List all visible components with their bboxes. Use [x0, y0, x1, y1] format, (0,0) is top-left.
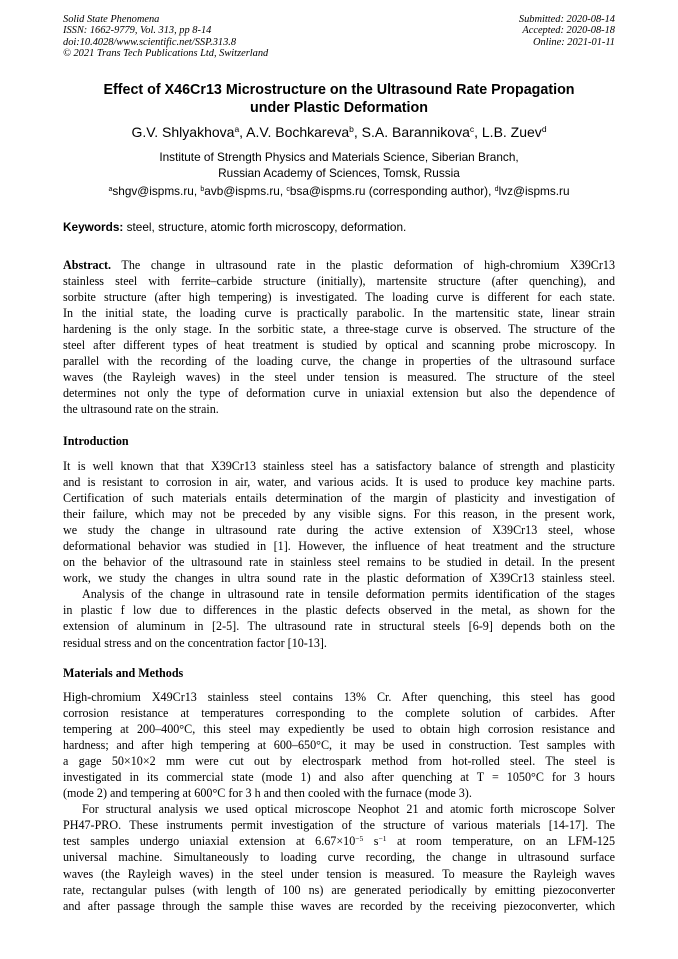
materials-body — [63, 689, 615, 914]
abstract-line: hardening is the only stage. In the sorbitic state, a three-stage curve is observed. The structure of the — [63, 322, 615, 337]
exponent: −5 — [355, 834, 364, 844]
date-submitted: Submitted: 2020-08-14 — [518, 14, 615, 25]
methods-line: tempering at 200–400°C, this steel may expediently be used to obtain high corrosion resistance and — [63, 722, 615, 737]
email-mark: c — [286, 186, 290, 193]
intro-line: their failure, which may not be preceded by any visible signs. For this reason, in the present work, — [63, 507, 615, 522]
methods-line: rate, rectangular pulses (with length of 100 ns) are generated periodically by emitting piezoconverter — [63, 882, 615, 897]
abstract-line: In the initial state, the loading curve is practically parabolic. In the martensitic state, linear strain — [63, 306, 615, 321]
intro-line: residual stress and on the concentration factor [10-13]. — [63, 635, 327, 650]
intro-line: deformational behavior was studied in [1]. However, the influence of heat treatment and the structure — [63, 539, 615, 554]
author-emails — [40, 183, 638, 199]
email: bsa@ispms.ru (corresponding author), — [289, 184, 495, 198]
affiliation — [40, 149, 638, 181]
methods-line: investigated in its commercial state (mode 1) and also after quenching at T = 1050°C for 3 hours — [63, 770, 615, 785]
email: shgv@ispms.ru, — [112, 184, 201, 198]
email-mark: d — [494, 186, 499, 193]
abstract-line: waves (the Rayleigh waves) in the steel under tension is measured. The structure of the steel — [63, 370, 615, 385]
section-heading-materials: Materials and Methods — [63, 666, 184, 680]
abstract-label: Abstract. — [63, 258, 112, 272]
author-name: , A.V. Bochkareva — [239, 124, 350, 140]
methods-line: High-chromium X49Cr13 stainless steel contains 13% Cr. After quenching, this steel has good — [63, 690, 615, 704]
journal-issn: ISSN: 1662-9779, Vol. 313, pp 8-14 — [63, 25, 212, 37]
intro-line: we study the change in ultrasound rate during the active extension of X39Cr13 steel, whose — [63, 523, 615, 538]
intro-line: and is resistant to corrosion in air, water, and various acids. It is used to produce key machine parts. — [63, 475, 615, 490]
methods-line: PH47-PRO. These instruments permit investigation of the structure of various materials [14-17]. The — [63, 818, 615, 833]
email-mark: a — [108, 186, 113, 193]
submission-dates — [519, 14, 615, 48]
intro-line: in plastic f low due to differences in the plastic defects observed in the metal, as shown for the — [63, 603, 615, 618]
keywords-text: steel, structure, atomic forth microscopy, deformation. — [123, 220, 407, 234]
date-online: Online: 2021-01-11 — [532, 36, 615, 48]
exponent: −1 — [378, 834, 387, 844]
keywords-label: Keywords: — [63, 220, 124, 234]
paper-title-line: Effect of X46Cr13 Microstructure on the Ultrasound Rate Propagation — [103, 82, 575, 98]
date-accepted: Accepted: 2020-08-18 — [522, 25, 615, 37]
intro-line: It is well known that that X39Cr13 stainless steel has a satisfactory balance of strength and plasticity — [63, 459, 615, 473]
author-affil-mark: b — [349, 124, 354, 134]
email: avb@ispms.ru, — [204, 184, 287, 198]
abstract-line: parallel with the recording of the loading curve, the change in properties of the ultrasound surface — [63, 354, 615, 369]
methods-line: corrosion resistance at temperatures corresponding to the complete solution of carbides. After — [63, 706, 615, 721]
paper-title — [40, 82, 638, 117]
intro-line: Analysis of the change in ultrasound rate in tensile deformation permits identification of the stages — [82, 587, 615, 602]
author-affil-mark: d — [541, 124, 547, 134]
author-name: , S.A. Barannikova — [353, 124, 470, 140]
intro-line: on the behavior of the ultrasound rate in stainless steel remains to be studied in detail. In the present — [63, 555, 615, 570]
methods-line: For structural analysis we used optical microscope Neophot 21 and atomic forth microscope Solver — [82, 802, 615, 817]
section-heading-introduction: Introduction — [63, 434, 129, 448]
abstract-line: Abstract. The change in ultrasound rate in the plastic deformation of high-chromium X39Cr13 — [63, 258, 615, 272]
paper-title-line: under Plastic Deformation — [250, 99, 428, 116]
author-name: , L.B. Zuev — [474, 124, 542, 140]
keywords — [63, 219, 615, 235]
affiliation-line: Institute of Strength Physics and Materials Science, Siberian Branch, — [159, 150, 519, 164]
journal-copyright: © 2021 Trans Tech Publications Ltd, Switzerland — [63, 48, 269, 60]
abstract-line: determines not only the type of deformation curve in uniaxial extension but also the dependence of — [63, 386, 615, 401]
intro-line: extension of aluminum in [2-5]. The ultrasound rate in structural steels [6-9] depends both on the — [63, 619, 615, 634]
methods-line: a gage 50×10×2 mm were cut out by electrospark method from hot-rolled steel. The steel is — [63, 754, 615, 769]
journal-name: Solid State Phenomena — [63, 14, 160, 25]
abstract-line: stainless steel with ferrite–carbide structure (initially), martensite structure (after quenching), and — [63, 274, 615, 289]
methods-line: and after passage through the sample thise waves are recorded by the receiving piezoconverter, which — [63, 898, 615, 913]
author-affil-mark: a — [234, 124, 240, 134]
abstract — [63, 257, 615, 417]
abstract-line: sorbite structure (after high tempering) is investigated. The loading curve is different for each state. — [63, 290, 615, 305]
intro-line: work, we study the changes in ultra sound rate in the plastic deformation of X39Cr13 stainless steel. — [63, 571, 615, 586]
introduction-body — [63, 458, 615, 651]
intro-line: Certification of such materials entails determination of the margin of plasticity and investigation of — [63, 491, 615, 506]
methods-line: test samples undergo uniaxial extension at $6.67\times 10^{-5}$ $s^{-1}$ at room temperature, on an LFM-125 — [63, 834, 616, 849]
methods-line: (mode 2) and tempering at 600°C for 3 h and then cooled with the furnace (mode 3). — [63, 786, 472, 801]
methods-line: universal machine. Simultaneously to loading curve recording, the change in ultrasound surface — [63, 850, 615, 865]
methods-line: waves (the Rayleigh waves) in the steel under tension is measured. To measure the Rayleigh waves — [63, 866, 615, 881]
affiliation-line: Russian Academy of Sciences, Tomsk, Russia — [218, 166, 460, 180]
methods-line: hardness; and after high tempering at 600–650°C, it may be used in construction. Test samples with — [63, 738, 615, 753]
email-mark: b — [200, 186, 205, 193]
journal-doi: doi:10.4028/www.scientific.net/SSP.313.8 — [63, 36, 237, 48]
author-list — [40, 123, 638, 141]
abstract-line: the ultrasound rate on the strain. — [63, 402, 219, 417]
email: lvz@ispms.ru — [498, 184, 570, 198]
author-name: G.V. Shlyakhova — [131, 124, 235, 140]
journal-info — [63, 14, 268, 60]
author-affil-mark: c — [469, 124, 475, 134]
abstract-line: steel after different types of heat treatment is studied by optical and scanning probe microscopy. In — [63, 338, 615, 353]
